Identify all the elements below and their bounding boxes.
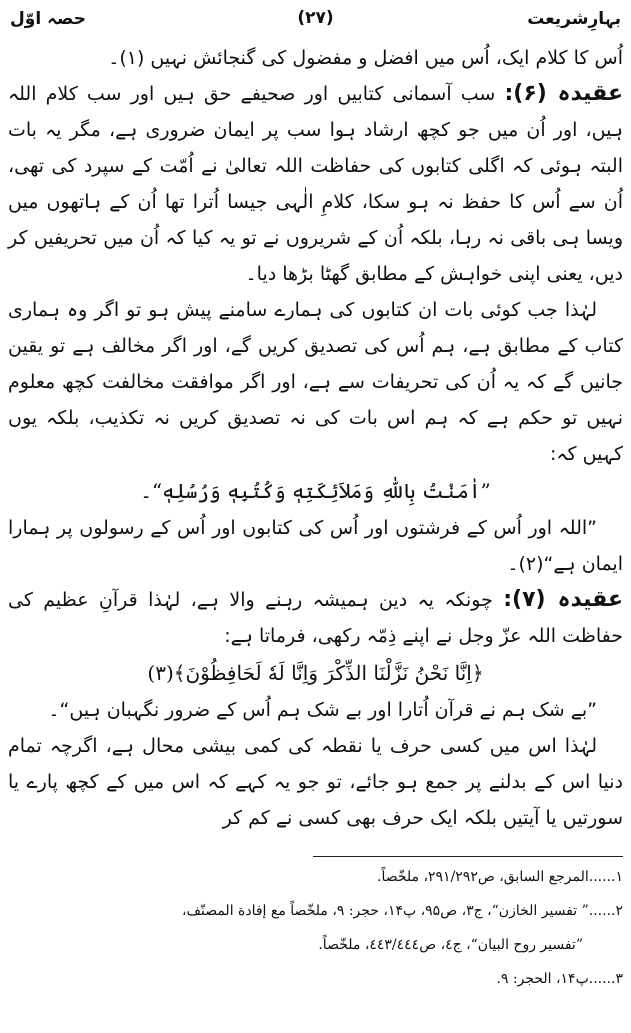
footnote-3: ۳......پ۱۴، الحجر: ۹. — [496, 971, 623, 987]
quran-verse: ﴿اِنَّا نَحْنُ نَزَّلْنَا الذِّكْرَ وَاِنَّا لَهٗ لَحَافِظُوْنَ﴾(۳) — [147, 661, 484, 685]
verse-translation: ”بے شک ہم نے قرآن اُتارا اور بے شک ہم اُس کے ضرور نگہبان ہیں“۔ — [48, 699, 597, 721]
arabic-quote: ”اٰمَنْتُ بِاللّٰهِ وَمَلاَئِكَتِهٖ وَكُتُبِهٖ وَرُسُلِهٖ“۔ — [140, 479, 491, 503]
aqeeda-7 — [8, 582, 623, 654]
part-label: حصہ اوّل — [10, 9, 87, 29]
page-header — [10, 4, 621, 34]
paragraph-3: لہٰذا جب کوئی بات ان کتابوں کی ہمارے سامنے پیش ہو تو اگر وہ ہماری کتاب کے مطابق ہے، ہم اُس کی تصدیق کریں گے، اور اگر مخالف ہے تو یقین جانیں گے کہ یہ اُن کی تحریفات سے ہے، اور اگر موافقت مخالفت کچھ معلوم نہیں تو حکم ہے کہ ہم اس بات کی نہ تصدیق کریں نہ تکذیب، بلکہ یوں کہیں کہ: — [8, 299, 623, 465]
paragraph-1: اُس کا کلام ایک، اُس میں افضل و مفضول کی گنجائش نہیں (۱)۔ — [108, 47, 623, 69]
urdu-translation: ”اللہ اور اُس کے فرشتوں اور اُس کی کتابوں اور اُس کے رسولوں پر ہمارا ایمان ہے“(۲)۔ — [8, 517, 623, 575]
book-title: بہارِشریعت — [527, 9, 621, 29]
footnotes — [8, 860, 623, 996]
aqeeda-6-text: سب آسمانی کتابیں اور صحیفے حق ہیں اور سب کلام اللہ ہیں، اور اُن میں جو کچھ ارشاد ہوا سب پر ایمان ضروری ہے، مگر یہ بات البتہ ہوئی کہ اگلی کتابوں کی حفاظت اللہ تعالیٰ نے اُمّت کے سپرد کی تھی، اُن سے اُس کا حفظ نہ ہو سکا، کلامِ الٰہی جیسا اُترا تھا اُن کے ہاتھوں میں ویسا ہی باقی نہ رہا، بلکہ اُن کے شریروں نے تو یہ کیا کہ اُن میں تحریفیں کر دیں، یعنی اپنی خواہش کے مطابق گھٹا بڑھا دیا۔ — [8, 83, 623, 285]
aqeeda-6 — [8, 76, 623, 292]
paragraph-last: لہٰذا اس میں کسی حرف یا نقطہ کی کمی بیشی محال ہے، اگرچہ تمام دنیا اس کے بدلنے پر جمع ہو جائے، تو جو یہ کہے کہ اس میں کے کچھ پارے یا سورتیں یا آیتیں بلکہ ایک حرف بھی کسی نے کم کر — [8, 735, 623, 829]
footnote-1: ۱......المرجع السابق، ص۲۹۱/۲۹۲، ملخّصاً. — [377, 869, 623, 885]
footnote-divider — [313, 856, 623, 857]
page-body — [8, 40, 623, 836]
aqeeda-7-text: چونکہ یہ دین ہمیشہ رہنے والا ہے، لہٰذا قرآنِ عظیم کی حفاظت اللہ عزّ وجل نے اپنے ذِمّہ رکھی، فرماتا ہے: — [8, 589, 623, 647]
aqeeda-6-label: عقیدہ (۶): — [504, 81, 624, 106]
footnote-2: ۲......” تفسیر الخازن“، ج۳، ص۹۵، پ۱۴، حجر: ۹، ملخّصاً مع إفادة المصنّف، — [181, 903, 623, 919]
footnote-2-continued: ”تفسیر روح البیان“، ج٤، ص٤٤٣/٤٤٤، ملخّصاً. — [318, 937, 583, 953]
page-number: (۲۷) — [297, 8, 334, 28]
aqeeda-7-label: عقیدہ (۷): — [503, 587, 624, 612]
